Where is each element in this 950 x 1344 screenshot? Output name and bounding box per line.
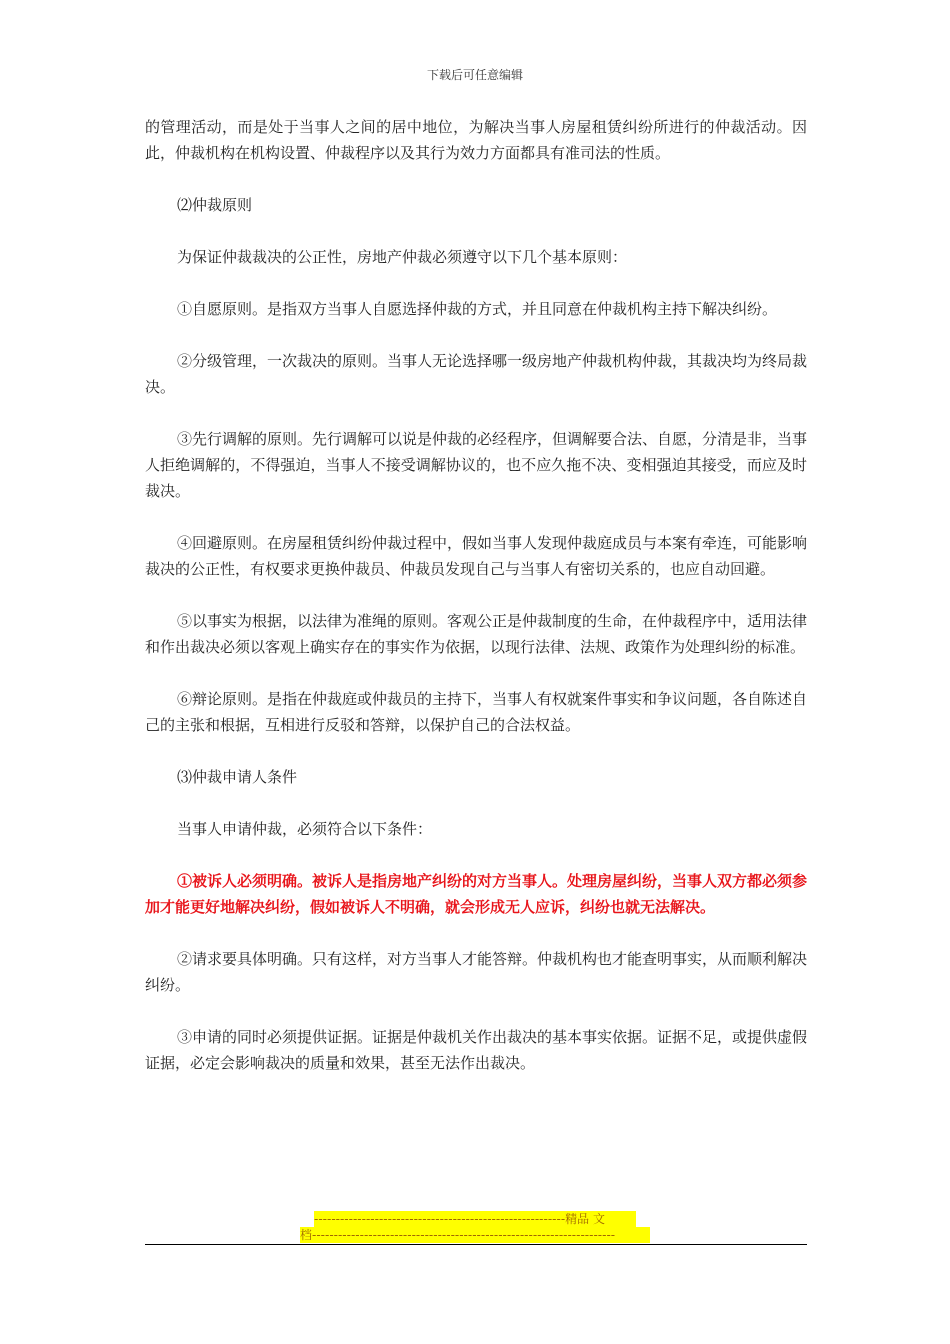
page-header-note: 下载后可任意编辑 [426,68,523,82]
paragraph-condition-specific-request: ②请求要具体明确。只有这样，对方当事人才能答辩。仲裁机构也才能查明事实，从而顺利解决纠纷。 [145,950,808,994]
section-heading-applicant-conditions: ⑶仲裁申请人条件 [177,768,298,786]
footer-line-2: 档---------------------------------------------------------------------- [300,1227,650,1243]
section-heading-arbitration-principles: ⑵仲裁原则 [177,196,253,214]
paragraph-intro-continuation: 的管理活动，而是处于当事人之间的居中地位，为解决当事人房屋租赁纠纷所进行的仲裁活动。因此，仲裁机构在机构设置、仲裁程序以及其行为效力方面都具有准司法的性质。 [145,118,807,162]
paragraph-principle-mediation-first: ③先行调解的原则。先行调解可以说是仲裁的必经程序，但调解要合法、自愿，分清是非，当事人拒绝调解的，不得强迫，当事人不接受调解协议的，也不应久拖不决、变相强迫其接受，而应及时裁决。 [145,430,808,500]
footer-watermark [300,1211,650,1243]
paragraph-condition-respondent-clear: ①被诉人必须明确。被诉人是指房地产纠纷的对方当事人。处理房屋纠纷，当事人双方都必须参加才能更好地解决纠纷，假如被诉人不明确，就会形成无人应诉，纠纷也就无法解决。 [145,872,808,916]
paragraph-principles-intro: 为保证仲裁裁决的公正性，房地产仲裁必须遵守以下几个基本原则： [177,248,628,266]
paragraph-principle-graded-management: ②分级管理，一次裁决的原则。当事人无论选择哪一级房地产仲裁机构仲裁，其裁决均为终局裁决。 [145,352,808,396]
document-body [145,114,807,1102]
paragraph-principle-voluntary: ①自愿原则。是指双方当事人自愿选择仲裁的方式，并且同意在仲裁机构主持下解决纠纷。 [177,300,778,318]
footer-divider [145,1244,807,1245]
paragraph-principle-recusal: ④回避原则。在房屋租赁纠纷仲裁过程中，假如当事人发现仲裁庭成员与本案有牵连，可能影响裁决的公正性，有权要求更换仲裁员、仲裁员发现自己与当事人有密切关系的，也应自动回避。 [145,534,808,578]
paragraph-condition-evidence: ③申请的同时必须提供证据。证据是仲裁机关作出裁决的基本事实依据。证据不足，或提供虚假证据，必定会影响裁决的质量和效果，甚至无法作出裁决。 [145,1028,808,1072]
paragraph-conditions-intro: 当事人申请仲裁，必须符合以下条件： [177,820,433,838]
paragraph-principle-facts-and-law: ⑤以事实为根据，以法律为准绳的原则。客观公正是仲裁制度的生命，在仲裁程序中，适用法律和作出裁决必须以客观上确实存在的事实作为依据，以现行法律、法规、政策作为处理纠纷的标准。 [145,612,808,656]
paragraph-principle-debate: ⑥辩论原则。是指在仲裁庭或仲裁员的主持下，当事人有权就案件事实和争议问题，各自陈述自己的主张和根据，互相进行反驳和答辩，以保护自己的合法权益。 [145,690,808,734]
footer-line-1: ----------------------------------------------------------精品 文 [314,1211,636,1227]
